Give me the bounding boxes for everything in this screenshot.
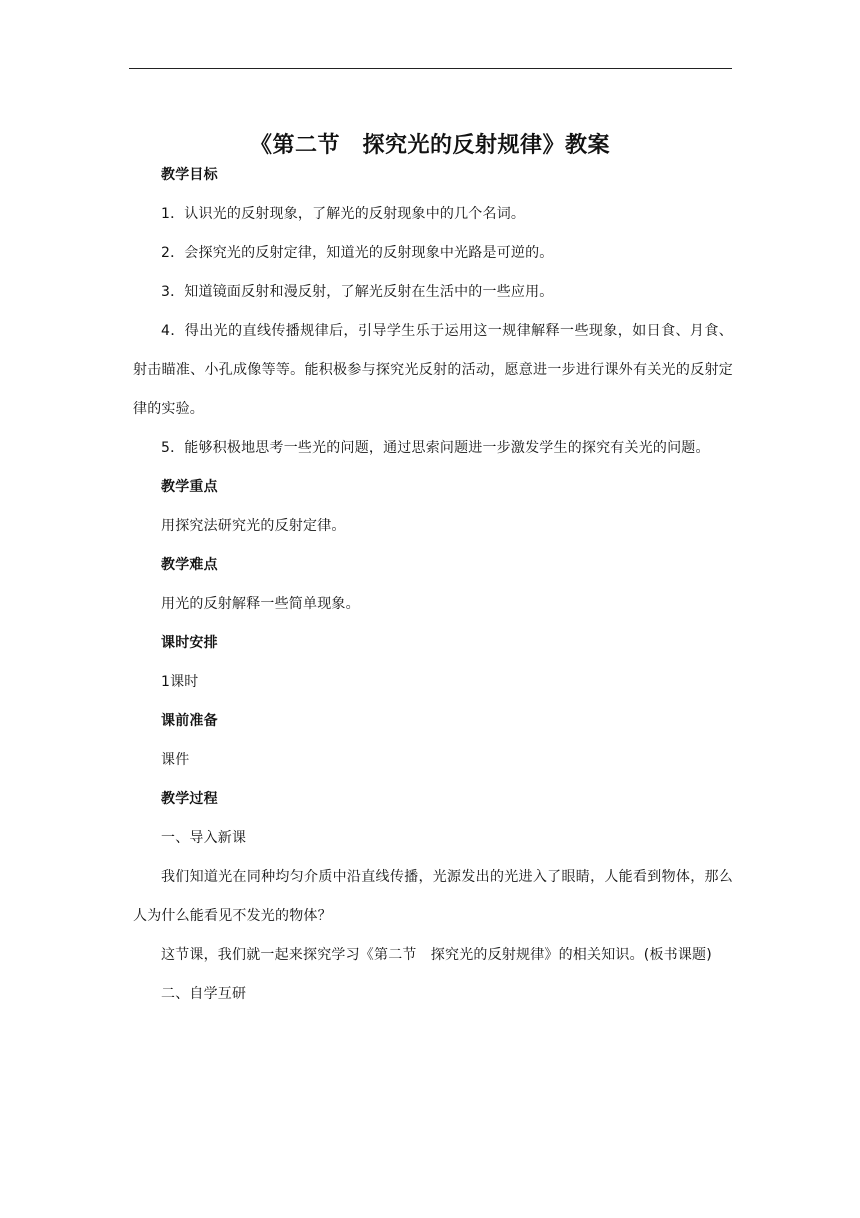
objective-item-2: 2．会探究光的反射定律，知道光的反射现象中光路是可逆的。: [161, 245, 554, 261]
section-heading-key-points: 教学重点: [161, 479, 218, 495]
difficulties-text: 用光的反射解释一些简单现象。: [161, 596, 360, 612]
document-title: 《第二节 探究光的反射规律》教案: [249, 132, 610, 158]
header-rule: [129, 68, 732, 69]
process-intro-topic: 这节课，我们就一起来探究学习《第二节 探究光的反射规律》的相关知识。(板书课题): [161, 947, 712, 963]
preparation-text: 课件: [161, 752, 190, 768]
process-step-self-study: 二、自学互研: [161, 986, 247, 1002]
objective-item-3: 3．知道镜面反射和漫反射，了解光反射在生活中的一些应用。: [161, 284, 554, 300]
section-heading-preparation: 课前准备: [161, 713, 218, 729]
section-heading-objectives: 教学目标: [161, 167, 218, 183]
objective-item-1: 1．认识光的反射现象，了解光的反射现象中的几个名词。: [161, 206, 526, 222]
key-points-text: 用探究法研究光的反射定律。: [161, 518, 346, 534]
objective-item-5: 5．能够积极地思考一些光的问题，通过思索问题进一步激发学生的探究有关光的问题。: [161, 440, 710, 456]
section-heading-schedule: 课时安排: [161, 635, 218, 651]
section-heading-process: 教学过程: [161, 791, 218, 807]
document-body: [133, 156, 733, 1014]
process-step-intro: 一、导入新课: [161, 830, 247, 846]
section-heading-difficulties: 教学难点: [161, 557, 218, 573]
schedule-text: 1课时: [161, 674, 199, 690]
objective-item-4: 4．得出光的直线传播规律后，引导学生乐于运用这一规律解释一些现象，如日食、月食、射击瞄准、小孔成像等等。能积极参与探究光反射的活动，愿意进一步进行课外有关光的反射定律的实验。: [133, 323, 733, 417]
process-intro-text: 我们知道光在同种均匀介质中沿直线传播，光源发出的光进入了眼睛，人能看到物体，那么人为什么能看见不发光的物体？: [133, 869, 733, 924]
